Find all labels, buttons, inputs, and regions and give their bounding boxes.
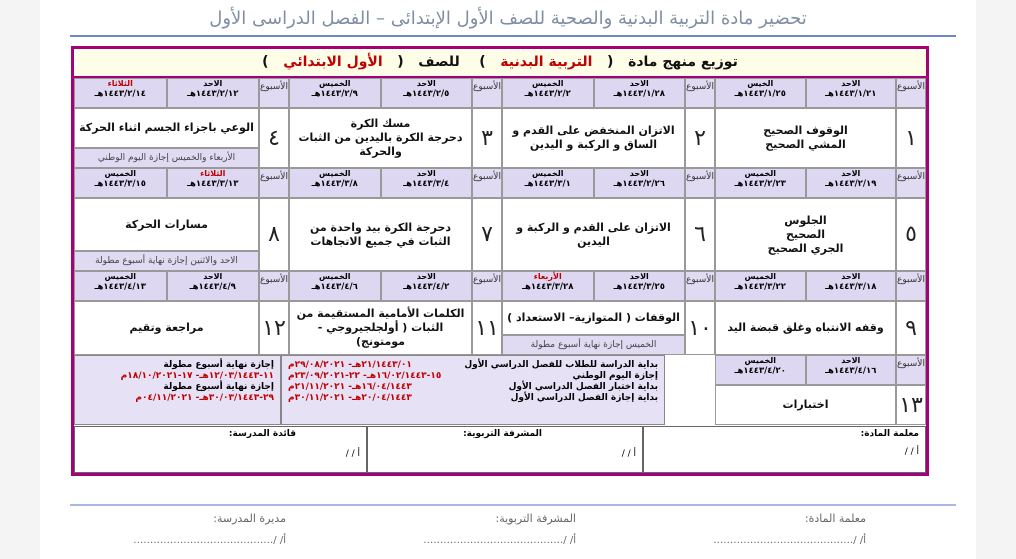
day-date: ١٤٤٣/٣/٢٥هـ: [613, 282, 665, 292]
header-for-grade: للصف: [418, 54, 460, 70]
footer-principal-date: ……………………………………/ /أ: [133, 535, 286, 546]
day-date: ١٤٤٣/٢/٢٦هـ: [613, 179, 665, 189]
week-label: الأسبوع: [472, 271, 502, 301]
day-date: ١٤٤٣/٢/٢٣هـ: [734, 179, 786, 189]
day-name: الاحد: [841, 272, 861, 281]
info-value: ٢٩-٣٠/٠٣/١٤٤٣هـ- ٠٤/١١/٢٠٢١م: [135, 393, 274, 403]
header-prefix: توزيع منهج مادة: [628, 54, 738, 70]
week-number: ٥: [896, 198, 926, 271]
lesson-title: الجلوس الصحيح الجري الصحيح: [767, 213, 844, 255]
day-name: الاحد: [416, 169, 436, 178]
lesson-title: الوعي باجزاء الجسم اثناء الحركة: [79, 121, 254, 134]
week-label: الأسبوع: [259, 168, 289, 198]
week-label: الأسبوع: [896, 78, 926, 108]
week-label: الأسبوع: [472, 78, 502, 108]
lesson-title: مسارات الحركة: [125, 217, 208, 231]
day-name: الخميس: [319, 169, 351, 178]
day-date: ١٤٤٣/١/٢١هـ: [825, 89, 877, 99]
week-number: ٢: [685, 108, 715, 168]
day-date: ١٤٤٣/١/٢٨هـ: [613, 89, 665, 99]
lesson-cell: [74, 108, 259, 148]
week-day-cell: [381, 78, 473, 108]
day-date: ١٤٤٣/٣/٢٢هـ: [734, 282, 786, 292]
week-note: الاحد والاثنين إجازة نهاية أسبوع مطولة: [74, 251, 259, 271]
info-label: إجازة نهاية أسبوع مطولة: [163, 360, 274, 370]
day-date: ١٤٤٣/٤/٢هـ: [403, 282, 450, 292]
week-number: ٤: [259, 108, 289, 168]
week-number: ١: [896, 108, 926, 168]
supervisor-signature-title: المشرفة التربوية:: [463, 429, 542, 439]
lesson-title: الوقوف الصحيح المشي الصحيح: [763, 124, 848, 151]
day-name: الاحد: [203, 79, 223, 88]
teacher-signature-title: معلمة المادة:: [860, 429, 919, 439]
info-value: ٢٠/٠٤/١٤٤٣هـ- ٣٠/١١/٢٠٢١م: [288, 393, 412, 403]
day-name: الثلاثاء: [200, 169, 226, 178]
info-label: بداية الدراسة للطلاب للفصل الدراسي الأول: [464, 360, 658, 370]
week-number: ٦: [685, 198, 715, 271]
lesson-title: الاتزان المنخفض على القدم و الساق و الركبة و اليدين: [512, 124, 675, 151]
day-name: الأربعاء: [533, 272, 562, 281]
lesson-title: وقفه الانتباه وغلق قبضة اليد: [727, 321, 884, 334]
week-label: الأسبوع: [896, 355, 926, 385]
info-row: [288, 393, 658, 404]
footer-supervisor-date: ……………………………………/ /أ: [423, 535, 576, 546]
week-day-cell: [289, 168, 381, 198]
lesson-cell: [715, 385, 896, 425]
header-close-paren: ): [479, 54, 486, 70]
day-name: الخميس: [744, 272, 776, 281]
day-date: ١٤٤٣/٣/١٥هـ: [94, 179, 146, 189]
extended-weekends-box: [74, 355, 281, 425]
day-date: ١٤٤٣/٢/١٩هـ: [825, 179, 877, 189]
week-day-cell: [74, 78, 167, 108]
day-name: الخميس: [319, 272, 351, 281]
week-label: الأسبوع: [259, 78, 289, 108]
day-name: الخميس: [532, 169, 564, 178]
week-day-cell: [167, 78, 260, 108]
header-open-paren-2: (: [397, 54, 404, 70]
info-label: بداية إجازة الفصل الدراسي الأول: [510, 393, 658, 403]
week-day-cell: [74, 168, 167, 198]
week-day-cell: [806, 355, 897, 385]
lesson-title: الاتزان على القدم و الركبة و اليدين: [516, 220, 671, 248]
week-day-cell: [806, 168, 897, 198]
footer-principal-label: مديرة المدرسة:: [213, 512, 286, 525]
day-name: الاحد: [203, 272, 223, 281]
lesson-cell: [289, 108, 472, 168]
info-row: [288, 360, 658, 371]
week-day-cell: [594, 271, 686, 301]
info-label: بداية اختبار الفصل الدراسي الأول: [508, 382, 658, 392]
day-name: الاحد: [841, 79, 861, 88]
week-number: ٨: [259, 198, 289, 271]
info-value: ١٥-١٦/٠٢/١٤٤٣هـ- ٢٢-٢٣/٠٩/٢٠٢١م: [288, 371, 442, 381]
week-day-cell: [502, 168, 594, 198]
day-name: الثلاثاء: [107, 79, 133, 88]
lesson-title: اختبارات: [782, 398, 829, 411]
day-name: الخميس: [532, 79, 564, 88]
header-subject: التربية البدنية: [500, 54, 593, 70]
day-date: ١٤٤٣/٢/٩هـ: [311, 89, 358, 99]
day-name: الاحد: [841, 169, 861, 178]
lesson-title: دحرجة الكرة بيد واحدة من الثبات في جميع الاتجاهات: [309, 220, 452, 248]
day-date: ١٤٤٣/٢/٢هـ: [524, 89, 571, 99]
info-value: ١١-١٢/٠٣/١٤٤٣هـ- ١٧-١٨/١٠/٢٠٢١م: [120, 371, 274, 381]
header-grade: الأول الابتدائي: [283, 54, 383, 70]
week-number: ٣: [472, 108, 502, 168]
day-date: ١٤٤٣/٤/٩هـ: [189, 282, 236, 292]
week-day-cell: [289, 271, 381, 301]
day-name: الخميس: [104, 272, 136, 281]
day-date: ١٤٤٣/٤/٢٠هـ: [734, 366, 786, 376]
week-note: الأربعاء والخميس إجازة اليوم الوطني: [74, 148, 259, 168]
week-day-cell: [715, 271, 806, 301]
lesson-cell: [502, 301, 685, 335]
title-divider: [70, 35, 956, 37]
day-name: الاحد: [629, 272, 649, 281]
document-page: [40, 0, 976, 559]
day-name: الاحد: [629, 169, 649, 178]
day-name: الخميس: [319, 79, 351, 88]
header-open-paren: (: [607, 54, 614, 70]
supervisor-signature-date: / / أ: [621, 449, 636, 459]
week-label: الأسبوع: [685, 271, 715, 301]
day-name: الخميس: [104, 169, 136, 178]
day-name: الاحد: [629, 79, 649, 88]
day-date: ١٤٤٣/٣/١٣هـ: [187, 179, 239, 189]
table-header: [74, 49, 926, 78]
term-dates-box: [281, 355, 665, 425]
lesson-title: مراجعة وتقيم: [129, 321, 204, 334]
lesson-cell: [74, 301, 259, 355]
info-row: [288, 382, 658, 393]
week-number: ٩: [896, 301, 926, 355]
day-date: ١٤٤٣/٢/٥هـ: [403, 89, 450, 99]
day-date: ١٤٤٣/٤/١٦هـ: [825, 366, 877, 376]
lesson-cell: [502, 108, 685, 168]
footer-teacher-label: معلمة المادة:: [804, 512, 866, 525]
lesson-title: الوقفات ( المتوازية– الاستعداد ): [507, 311, 680, 324]
week-label: الأسبوع: [896, 168, 926, 198]
info-label: إجازة اليوم الوطني: [572, 371, 658, 381]
week-label: الأسبوع: [472, 168, 502, 198]
footer-teacher-date: ……………………………………/ /أ: [713, 535, 866, 546]
week-day-cell: [167, 271, 260, 301]
week-day-cell: [502, 78, 594, 108]
week-number: ١٠: [685, 301, 715, 355]
lesson-title: الكلمات الأمامية المستقيمة من الثبات ( أولجلجيروجي - مومتونج): [296, 307, 465, 348]
week-day-cell: [74, 271, 167, 301]
lesson-cell: [715, 198, 896, 271]
day-date: ١٤٤٣/٣/٢٨هـ: [522, 282, 574, 292]
lesson-title: مسك الكرة دحرجة الكرة باليدين من الثبات والحركة: [298, 117, 463, 158]
document-title: تحضير مادة التربية البدنية والصحية للصف الأول الإبتدائى – الفصل الدراسى الأول: [209, 8, 807, 29]
lesson-cell: [715, 301, 896, 355]
week-day-cell: [381, 271, 473, 301]
principal-signature-title: قائدة المدرسة:: [228, 429, 296, 439]
day-name: الاحد: [841, 356, 861, 365]
day-date: ١٤٤٣/٢/١٤هـ: [94, 89, 146, 99]
lesson-cell: [289, 301, 472, 355]
week-number: ١٢: [259, 301, 289, 355]
day-date: ١٤٤٣/٤/١٣هـ: [94, 282, 146, 292]
lesson-cell: [715, 108, 896, 168]
day-name: الخميس: [744, 169, 776, 178]
day-name: الخيس: [747, 79, 774, 88]
footer-supervisor-label: المشرفة التربوية:: [495, 512, 576, 525]
principal-signature: [74, 426, 367, 473]
day-name: الاحد: [416, 272, 436, 281]
week-label: الأسبوع: [685, 78, 715, 108]
week-day-cell: [806, 78, 897, 108]
principal-signature-date: / / أ: [345, 449, 360, 459]
week-day-cell: [167, 168, 260, 198]
lesson-cell: [502, 198, 685, 271]
day-date: ١٤٤٣/٣/١هـ: [524, 179, 571, 189]
day-date: ١٤٤٣/٣/١٨هـ: [825, 282, 877, 292]
week-day-cell: [715, 355, 806, 385]
info-value: ٢١/١٤٤٣/٠١هـ- ٢٩/٠٨/٢٠٢١م: [288, 360, 412, 370]
info-label: إجازة نهاية أسبوع مطولة: [163, 382, 274, 392]
week-label: الأسبوع: [685, 168, 715, 198]
week-day-cell: [502, 271, 594, 301]
week-label: الأسبوع: [259, 271, 289, 301]
footer-principal: [133, 512, 286, 546]
lesson-cell: [74, 198, 259, 251]
footer-teacher: [713, 512, 866, 546]
day-date: ١٤٤٣/٣/٤هـ: [403, 179, 450, 189]
week-day-cell: [715, 168, 806, 198]
week-number: ١١: [472, 301, 502, 355]
week-label: الأسبوع: [896, 271, 926, 301]
footer-divider: [70, 504, 956, 506]
footer-supervisor: [423, 512, 576, 546]
week-note: الخميس إجازة نهاية أسبوع مطولة: [502, 335, 685, 355]
day-name: الخميس: [744, 356, 776, 365]
week-number: ٧: [472, 198, 502, 271]
day-name: الاحد: [416, 79, 436, 88]
day-date: ١٤٤٣/١/٢٥هـ: [734, 89, 786, 99]
lesson-cell: [289, 198, 472, 271]
day-date: ١٤٤٣/٣/٨هـ: [311, 179, 358, 189]
week-day-cell: [594, 78, 686, 108]
supervisor-signature: [367, 426, 643, 473]
info-row: [288, 371, 658, 382]
week-day-cell: [594, 168, 686, 198]
week-day-cell: [715, 78, 806, 108]
week-day-cell: [806, 271, 897, 301]
week-day-cell: [381, 168, 473, 198]
day-date: ١٤٤٣/٢/١٢هـ: [187, 89, 239, 99]
day-date: ١٤٤٣/٤/٦هـ: [311, 282, 358, 292]
teacher-signature-date: / / أ: [904, 447, 919, 457]
week-number: ١٣: [896, 385, 926, 425]
curriculum-table: [71, 46, 929, 476]
info-value: ١٦/٠٤/١٤٤٣هـ- ٢١/١١/٢٠٢١م: [288, 382, 412, 392]
header-close-paren-2: ): [262, 54, 269, 70]
teacher-signature: [643, 426, 926, 473]
week-day-cell: [289, 78, 381, 108]
